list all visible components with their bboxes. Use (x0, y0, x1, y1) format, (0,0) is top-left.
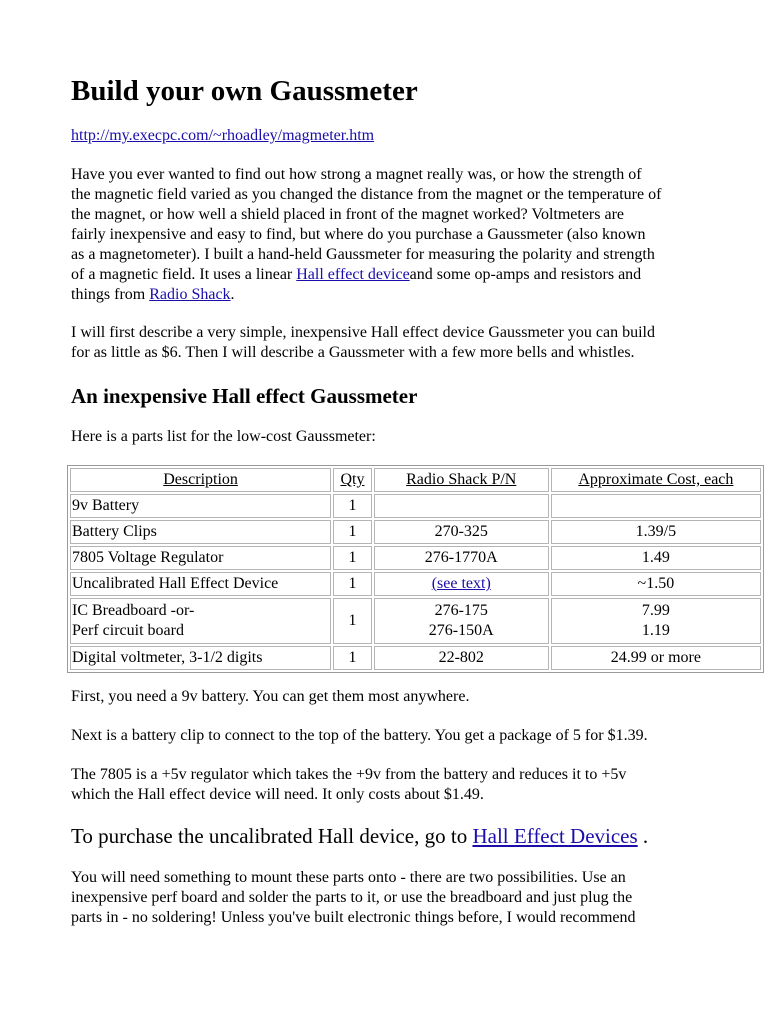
regulator-line: which the Hall effect device will need. It only costs about $1.49. (71, 786, 484, 803)
hall-effect-device-link[interactable]: Hall effect device (296, 266, 410, 283)
parts-table (67, 465, 764, 673)
cost-line: 7.99 (641, 602, 670, 619)
cell-cost: 1.39/5 (551, 520, 761, 544)
overview-line: for as little as $6. Then I will describe a Gaussmeter with a few more bells and whistles. (71, 344, 635, 361)
intro-line: fairly inexpensive and easy to find, but where do you purchase a Gaussmeter (also known (71, 226, 646, 243)
parts-intro: Here is a parts list for the low-cost Gaussmeter: (71, 428, 376, 445)
radio-shack-link[interactable]: Radio Shack (149, 286, 231, 303)
section-heading: An inexpensive Hall effect Gaussmeter (71, 384, 418, 408)
intro-text: and some op-amps and resistors and (409, 266, 642, 283)
regulator-paragraph (71, 765, 761, 805)
battery-clip-paragraph: Next is a battery clip to connect to the top of the battery. You get a package of 5 for $1.39. (71, 727, 648, 744)
source-url-link[interactable]: http://my.execpc.com/~rhoadley/magmeter.htm (71, 127, 375, 144)
battery-paragraph: First, you need a 9v battery. You can get them most anywhere. (71, 688, 470, 705)
cell-cost: ~1.50 (551, 572, 761, 596)
intro-line: the magnet, or how well a shield placed in front of the magnet worked? Voltmeters are (71, 206, 625, 223)
header-cost: Approximate Cost, each (551, 468, 761, 492)
cell-description (70, 598, 331, 644)
cell-cost: 1.49 (551, 546, 761, 570)
cell-description: 7805 Voltage Regulator (70, 546, 331, 570)
table-row (70, 598, 761, 644)
mounting-line: inexpensive perf board and solder the parts to it, or use the breadboard and just plug the (71, 889, 633, 906)
intro-paragraph (71, 165, 761, 305)
description-line: Perf circuit board (72, 622, 184, 639)
part-number-line: 276-175 (434, 602, 488, 619)
cell-qty: 1 (333, 646, 372, 670)
mounting-line: parts in - no soldering! Unless you've built electronic things before, I would recommend (71, 909, 636, 926)
header-part-number: Radio Shack P/N (374, 468, 549, 492)
intro-line (71, 285, 761, 305)
mounting-paragraph (71, 868, 761, 928)
table-header-row (70, 468, 761, 492)
header-description: Description (70, 468, 331, 492)
cell-description: Digital voltmeter, 3-1/2 digits (70, 646, 331, 670)
cell-qty: 1 (333, 598, 372, 644)
description-line: IC Breadboard -or- (72, 602, 195, 619)
page-title: Build your own Gaussmeter (71, 75, 418, 107)
cell-part-number: 22-802 (374, 646, 549, 670)
cell-cost (551, 598, 761, 644)
cell-part-number (374, 572, 549, 596)
mounting-line: You will need something to mount these parts onto - there are two possibilities. Use an (71, 869, 626, 886)
cell-cost: 24.99 or more (551, 646, 761, 670)
overview-line: I will first describe a very simple, inexpensive Hall effect device Gaussmeter you can build (71, 324, 655, 341)
intro-line: the magnetic field varied as you changed the distance from the magnet or the temperature of (71, 186, 662, 203)
regulator-line: The 7805 is a +5v regulator which takes the +9v from the battery and reduces it to +5v (71, 766, 627, 783)
table-row (70, 494, 761, 518)
cell-cost (551, 494, 761, 518)
cell-part-number (374, 494, 549, 518)
intro-text: of a magnetic field. It uses a linear (71, 266, 297, 283)
intro-line: Have you ever wanted to find out how strong a magnet really was, or how the strength of (71, 166, 642, 183)
table-row (70, 546, 761, 570)
table-row (70, 520, 761, 544)
cell-part-number: 276-1770A (374, 546, 549, 570)
intro-text: . (230, 286, 235, 303)
cell-description: 9v Battery (70, 494, 331, 518)
cell-qty: 1 (333, 546, 372, 570)
purchase-text: . (637, 824, 649, 848)
cell-part-number (374, 598, 549, 644)
see-text-link[interactable]: (see text) (431, 575, 491, 592)
cell-qty: 1 (333, 494, 372, 518)
intro-line: as a magnetometer). I built a hand-held Gaussmeter for measuring the polarity and strength (71, 246, 655, 263)
cell-description: Uncalibrated Hall Effect Device (70, 572, 331, 596)
cell-part-number: 270-325 (374, 520, 549, 544)
cell-qty: 1 (333, 572, 372, 596)
cost-line: 1.19 (641, 622, 670, 639)
purchase-text: To purchase the uncalibrated Hall device, go to (71, 824, 473, 848)
part-number-line: 276-150A (428, 622, 494, 639)
table-row (70, 572, 761, 596)
purchase-line (71, 822, 648, 850)
hall-effect-devices-link[interactable]: Hall Effect Devices (472, 824, 638, 848)
intro-line (71, 265, 761, 285)
intro-text: things from (71, 286, 150, 303)
cell-qty: 1 (333, 520, 372, 544)
overview-paragraph (71, 323, 761, 363)
header-qty: Qty (333, 468, 372, 492)
cell-description: Battery Clips (70, 520, 331, 544)
table-row (70, 646, 761, 670)
